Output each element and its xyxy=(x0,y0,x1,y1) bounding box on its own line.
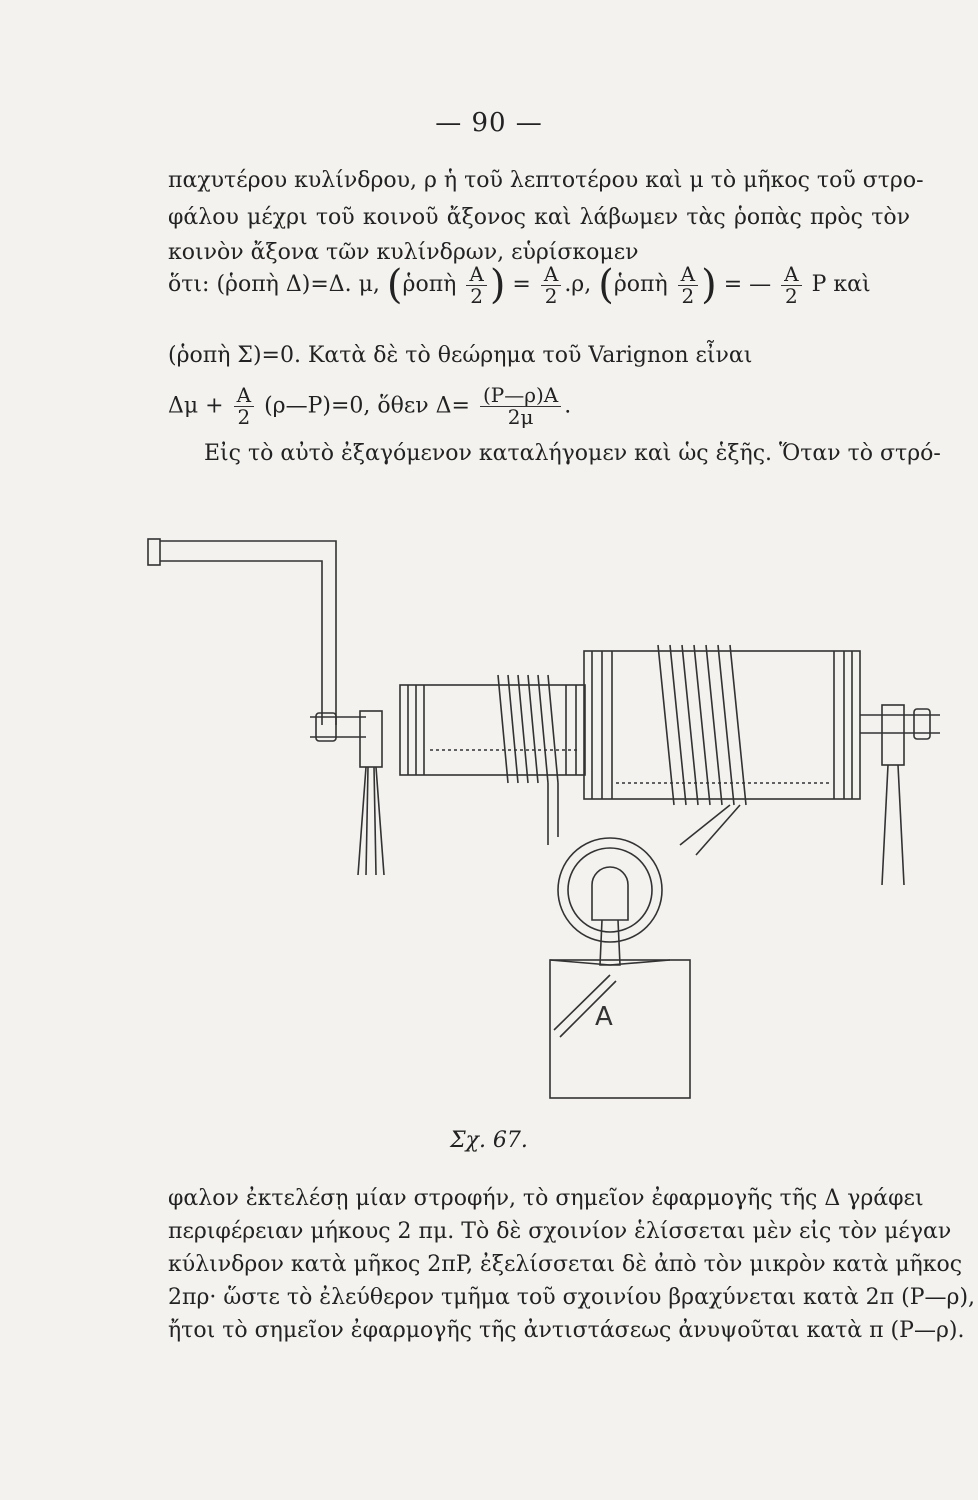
text-bottom-5: ἤτοι τὸ σημεῖον ἐφαρμογῆς τῆς ἀντιστάσεως ἀνυψοῦται κατὰ π (P—ρ). xyxy=(168,1318,965,1343)
eq1-end: P καὶ xyxy=(811,272,871,297)
eq1-equals: = xyxy=(512,272,531,297)
equation-1 xyxy=(168,262,910,308)
fraction-a-over-2-d: $\frac{A}{2}$ xyxy=(781,264,801,307)
left-axle-icon xyxy=(310,717,366,737)
left-support-icon xyxy=(358,767,384,875)
fraction-a-over-2-b: $\frac{A}{2}$ xyxy=(541,264,561,307)
text-bottom-4: 2πρ· ὥστε τὸ ἐλεύθερον τμῆμα τοῦ σχοινίου βραχύνεται κατὰ 2π (P—ρ), xyxy=(168,1285,976,1310)
eq1-ropi-b: ῥοπὴ xyxy=(613,272,668,297)
text-bottom-3: κύλινδρον κατὰ μῆκος 2πP, ἐξελίσσεται δὲ ἀπὸ τὸν μικρὸν κατὰ μῆκος xyxy=(168,1252,963,1277)
paren-open-2: ( xyxy=(598,262,614,308)
eq3-end: . xyxy=(564,393,572,419)
fraction-a-over-2: $\frac{A}{2}$ xyxy=(466,264,486,307)
small-cylinder-icon xyxy=(400,685,585,775)
eq3-middle: (ρ—P)=0, ὅθεν Δ= xyxy=(264,393,470,419)
eq3-start: Δμ + xyxy=(168,393,224,419)
pulley-wheel-icon xyxy=(558,838,662,942)
fraction-delta: $\frac{(P—\rho)A}{2\mu}$ xyxy=(480,385,561,428)
fraction-a-over-2-c: $\frac{A}{2}$ xyxy=(678,264,698,307)
weight-block-icon xyxy=(550,960,690,1098)
large-rope-coil-icon xyxy=(658,645,746,805)
large-cylinder-icon xyxy=(584,651,860,799)
figure-caption: Σχ. 67. xyxy=(450,1128,528,1153)
equation-2: (ῥοπὴ Σ)=0. Κατὰ δὲ τὸ θεώρημα τοῦ Varignon εἶναι xyxy=(168,343,753,368)
crank-arm-icon xyxy=(160,541,336,725)
differential-windlass-figure xyxy=(140,525,940,1125)
right-axle-cap-icon xyxy=(914,709,930,739)
left-bearing-icon xyxy=(360,711,382,767)
eq1-start: ὅτι: (ῥοπὴ Δ)=Δ. μ, xyxy=(168,272,380,297)
text-line-mid: Εἰς τὸ αὐτὸ ἐξαγόμενον καταλήγομεν καὶ ὡς ἑξῆς. Ὅταν τὸ στρό- xyxy=(204,441,941,466)
paren-close: ) xyxy=(489,262,506,308)
text-line-3: κοινὸν ἄξονα τῶν κυλίνδρων, εὑρίσκομεν xyxy=(168,240,639,265)
eq1-rho: .ρ, xyxy=(564,272,592,297)
text-line-2: φάλου μέχρι τοῦ κοινοῦ ἄξονος καὶ λάβωμεν τὰς ῥοπὰς πρὸς τὸν xyxy=(168,205,910,230)
small-rope-coil-icon xyxy=(498,675,558,783)
rope-strands-icon xyxy=(548,783,740,855)
crank-grip-icon xyxy=(148,539,160,565)
large-cylinder-rings-icon xyxy=(592,651,852,799)
paren-open: ( xyxy=(386,262,403,308)
right-bearing-icon xyxy=(882,705,904,765)
text-bottom-2: περιφέρειαν μήκους 2 πμ. Τὸ δὲ σχοινίον ἑλίσσεται μὲν εἰς τὸν μέγαν xyxy=(168,1219,952,1244)
weight-label: A xyxy=(595,1002,613,1032)
equation-3 xyxy=(168,385,910,428)
paren-close-2: ) xyxy=(701,262,717,308)
page-number: — 90 — xyxy=(435,108,543,138)
text-line-1: παχυτέρου κυλίνδρου, ρ ἡ τοῦ λεπτοτέρου καὶ μ τὸ μῆκος τοῦ στρο- xyxy=(168,168,924,193)
eq1-minus: = — xyxy=(723,272,772,297)
right-axle-icon xyxy=(860,715,940,733)
pulley-hook-icon xyxy=(592,867,628,920)
text-bottom-1: φαλον ἐκτελέσῃ μίαν στροφήν, τὸ σημεῖον ἐφαρμογῆς τῆς Δ γράφει xyxy=(168,1186,924,1211)
fraction-a-over-2-e: $\frac{A}{2}$ xyxy=(234,385,254,428)
eq1-ropi-a: ῥοπὴ xyxy=(402,272,457,297)
right-support-icon xyxy=(882,765,904,885)
